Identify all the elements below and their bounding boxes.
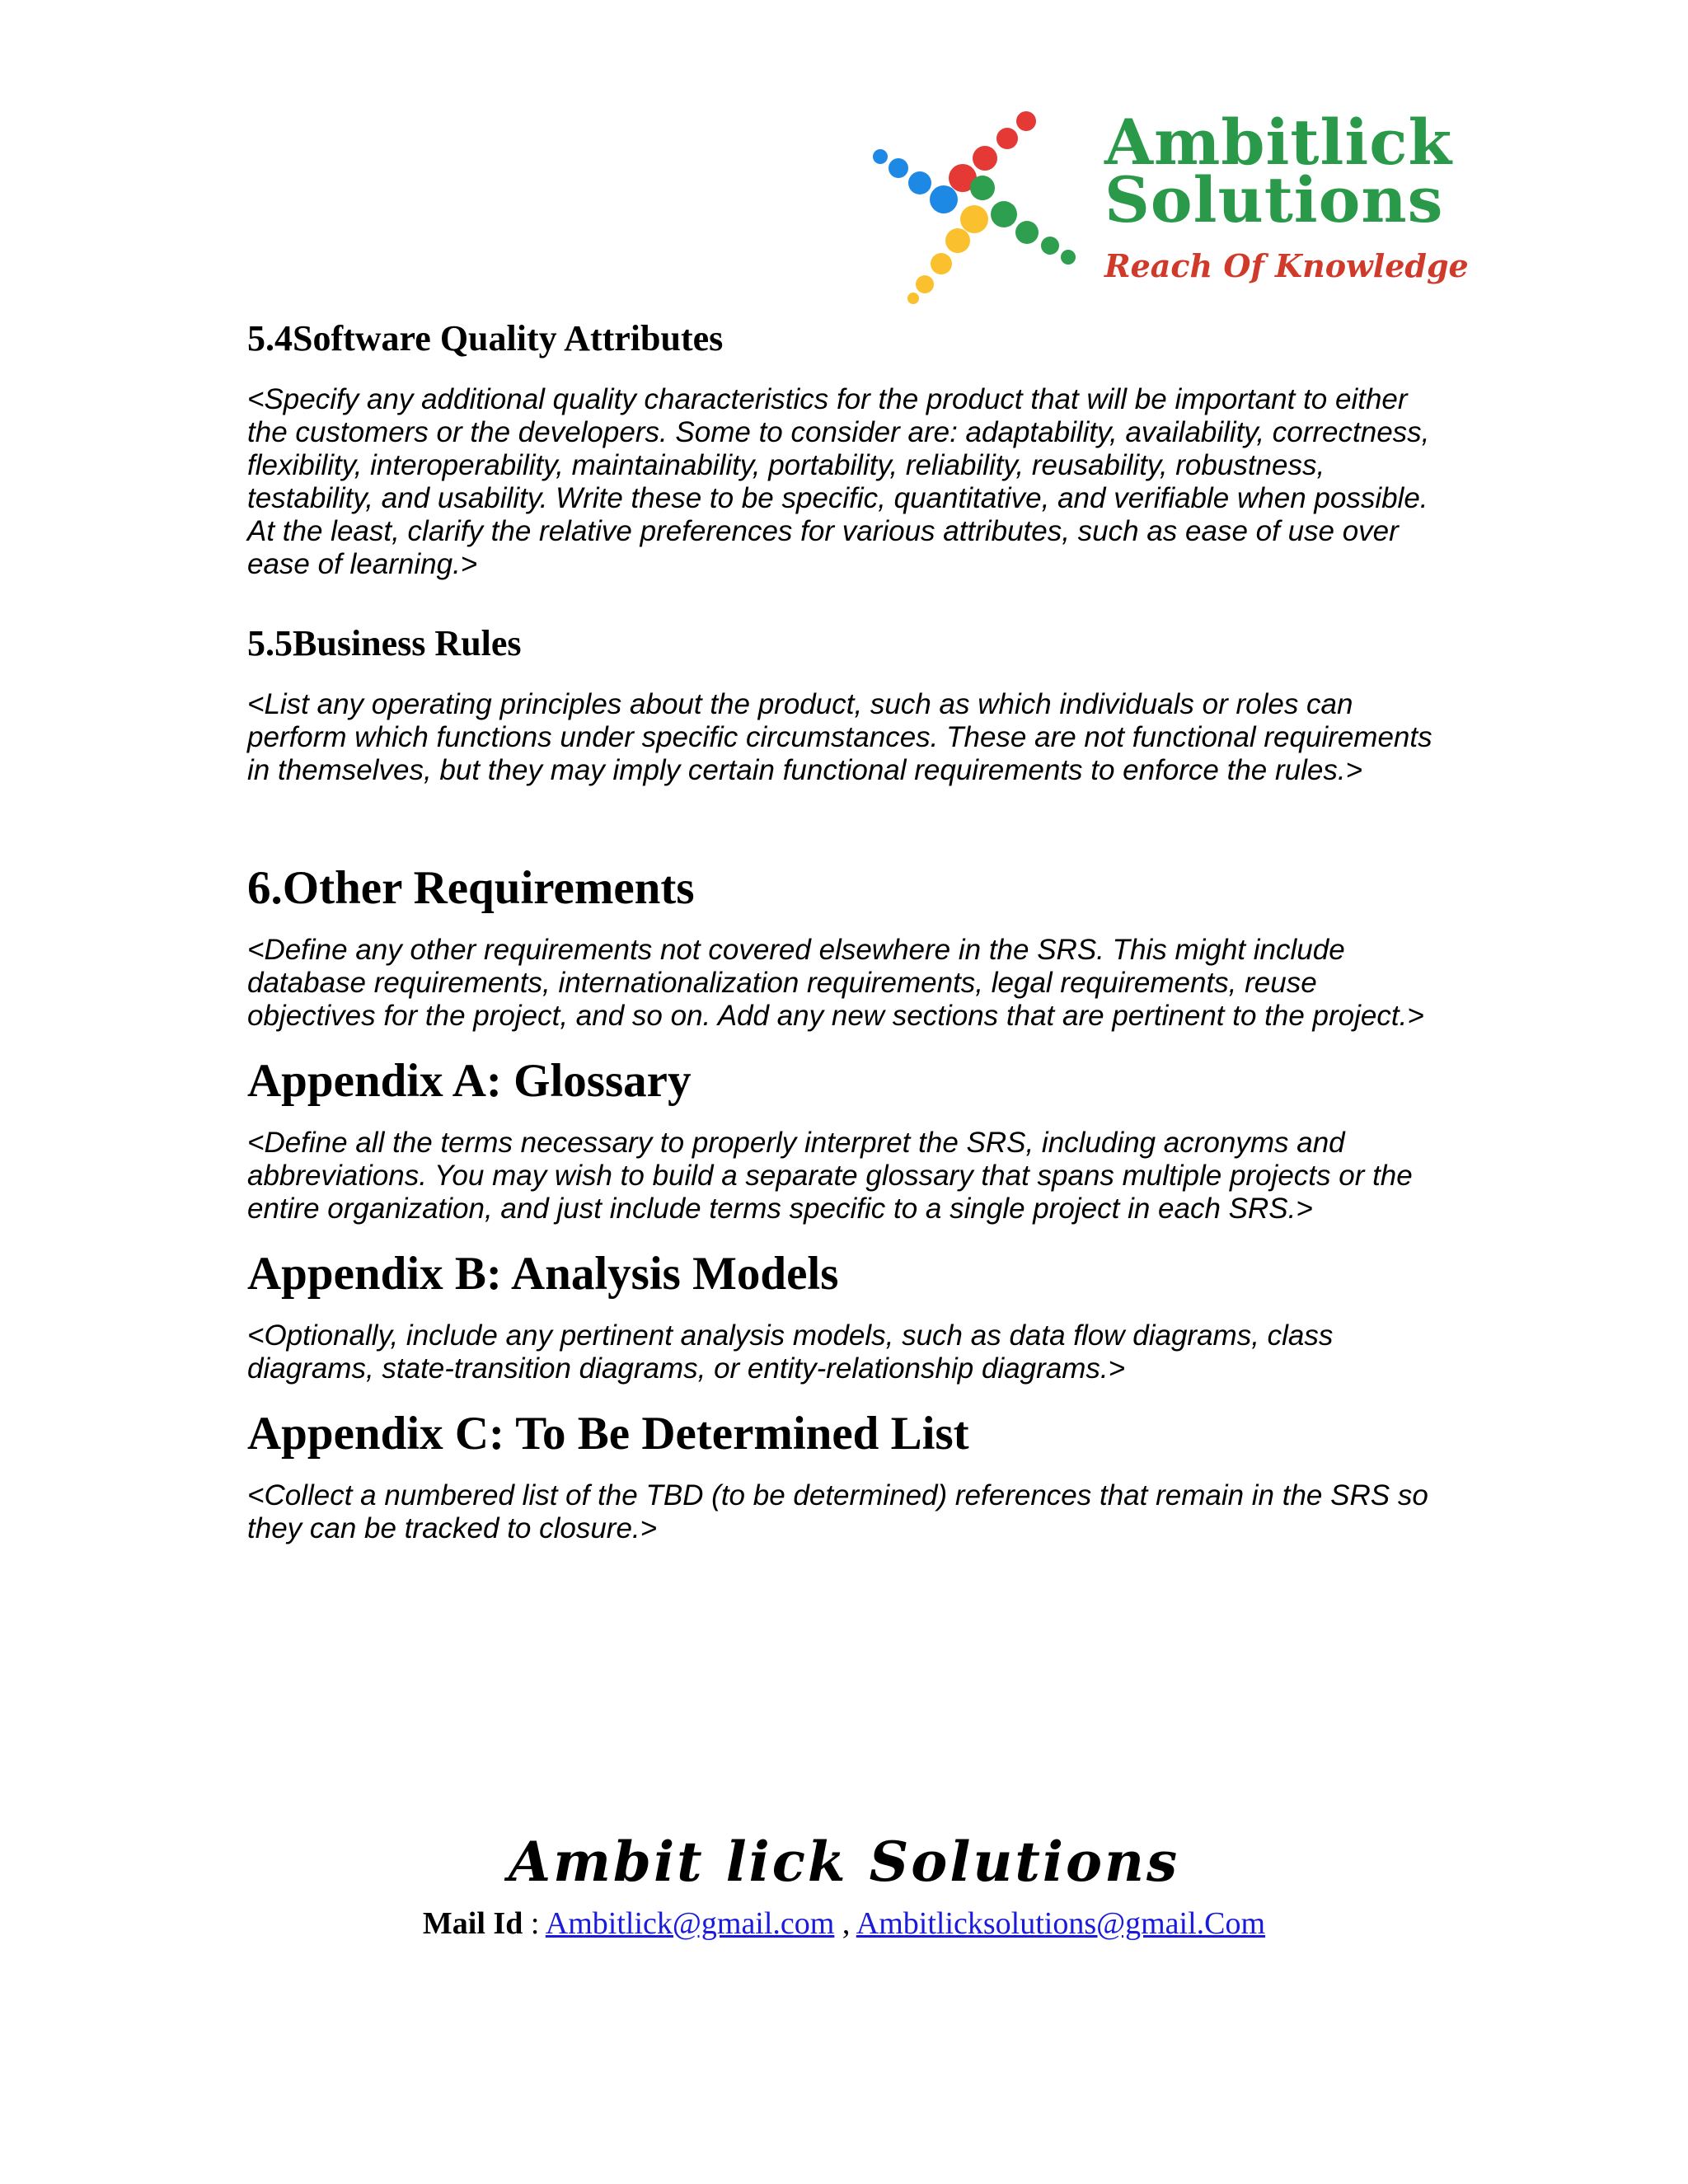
appendix-a-heading: Appendix A: Glossary [247,1055,692,1107]
section-6-heading: 6.Other Requirements [247,862,695,914]
body-line: in themselves, but they may imply certain functional requirements to enforce the rules.> [247,754,1363,786]
logo-title [1104,105,1453,237]
body-line: <Optionally, include any pertinent analysis models, such as data flow diagrams, class [247,1319,1334,1352]
company-logo [865,105,1469,305]
mail-separator: : [523,1906,546,1941]
body-line: perform which functions under specific circumstances. These are not functional requirements [247,721,1432,753]
body-line: <List any operating principles about the product, such as which individuals or roles can [247,688,1353,720]
body-line: <Define any other requirements not covered elsewhere in the SRS. This might include [247,934,1345,966]
appendix-a-body [247,1127,1500,1226]
logo-tagline: Reach Of Knowledge [1104,247,1469,284]
section-5-4-body [247,383,1500,581]
body-line: they can be tracked to closure.> [247,1512,658,1544]
body-line: diagrams, state-transition diagrams, or entity-relationship diagrams.> [247,1352,1126,1385]
body-line: testability, and usability. Write these to be specific, quantitative, and verifiable when possible. [247,482,1428,514]
body-line: entire organization, and just include terms specific to a single project in each SRS.> [247,1193,1313,1225]
body-line: flexibility, interoperability, maintainability, portability, reliability, reusability, robustness, [247,449,1325,481]
section-6-body [247,934,1500,1033]
logo-title-line2: Solutions [1104,163,1444,237]
footer-mail [0,1905,1688,1942]
email-link-ambitlicksolutions[interactable]: Ambitlicksolutions@gmail.Com [856,1906,1266,1941]
logo-title-line1: Ambitlick [1104,105,1453,179]
body-line: ease of learning.> [247,548,478,580]
email-separator: , [834,1906,856,1941]
appendix-c-body [247,1479,1500,1545]
appendix-c-heading: Appendix C: To Be Determined List [247,1408,969,1460]
body-line: At the least, clarify the relative preferences for various attributes, such as ease of use over [247,515,1399,547]
body-line: <Define all the terms necessary to properly interpret the SRS, including acronyms and [247,1127,1345,1159]
body-line: database requirements, internationalization requirements, legal requirements, reuse [247,967,1317,999]
body-line: objectives for the project, and so on. Add any new sections that are pertinent to the project.> [247,1000,1424,1032]
email-link-ambitlick[interactable]: Ambitlick@gmail.com [545,1906,835,1941]
body-line: abbreviations. You may wish to build a separate glossary that spans multiple projects or the [247,1160,1413,1192]
section-5-4-heading: 5.4Software Quality Attributes [247,318,724,359]
appendix-b-heading: Appendix B: Analysis Models [247,1248,839,1300]
appendix-b-body [247,1319,1500,1385]
logo-mark-icon [865,107,1096,305]
mail-label: Mail Id [422,1906,523,1941]
body-line: <Specify any additional quality characteristics for the product that will be important to either [247,383,1408,415]
footer-company-name: Ambit lick Solutions [508,1830,1180,1894]
body-line: <Collect a numbered list of the TBD (to be determined) references that remain in the SRS so [247,1479,1428,1511]
section-5-5-heading: 5.5Business Rules [247,623,522,663]
body-line: the customers or the developers. Some to consider are: adaptability, availability, correctness, [247,416,1430,448]
document-body [247,317,1500,1545]
section-5-5-body [247,688,1500,787]
